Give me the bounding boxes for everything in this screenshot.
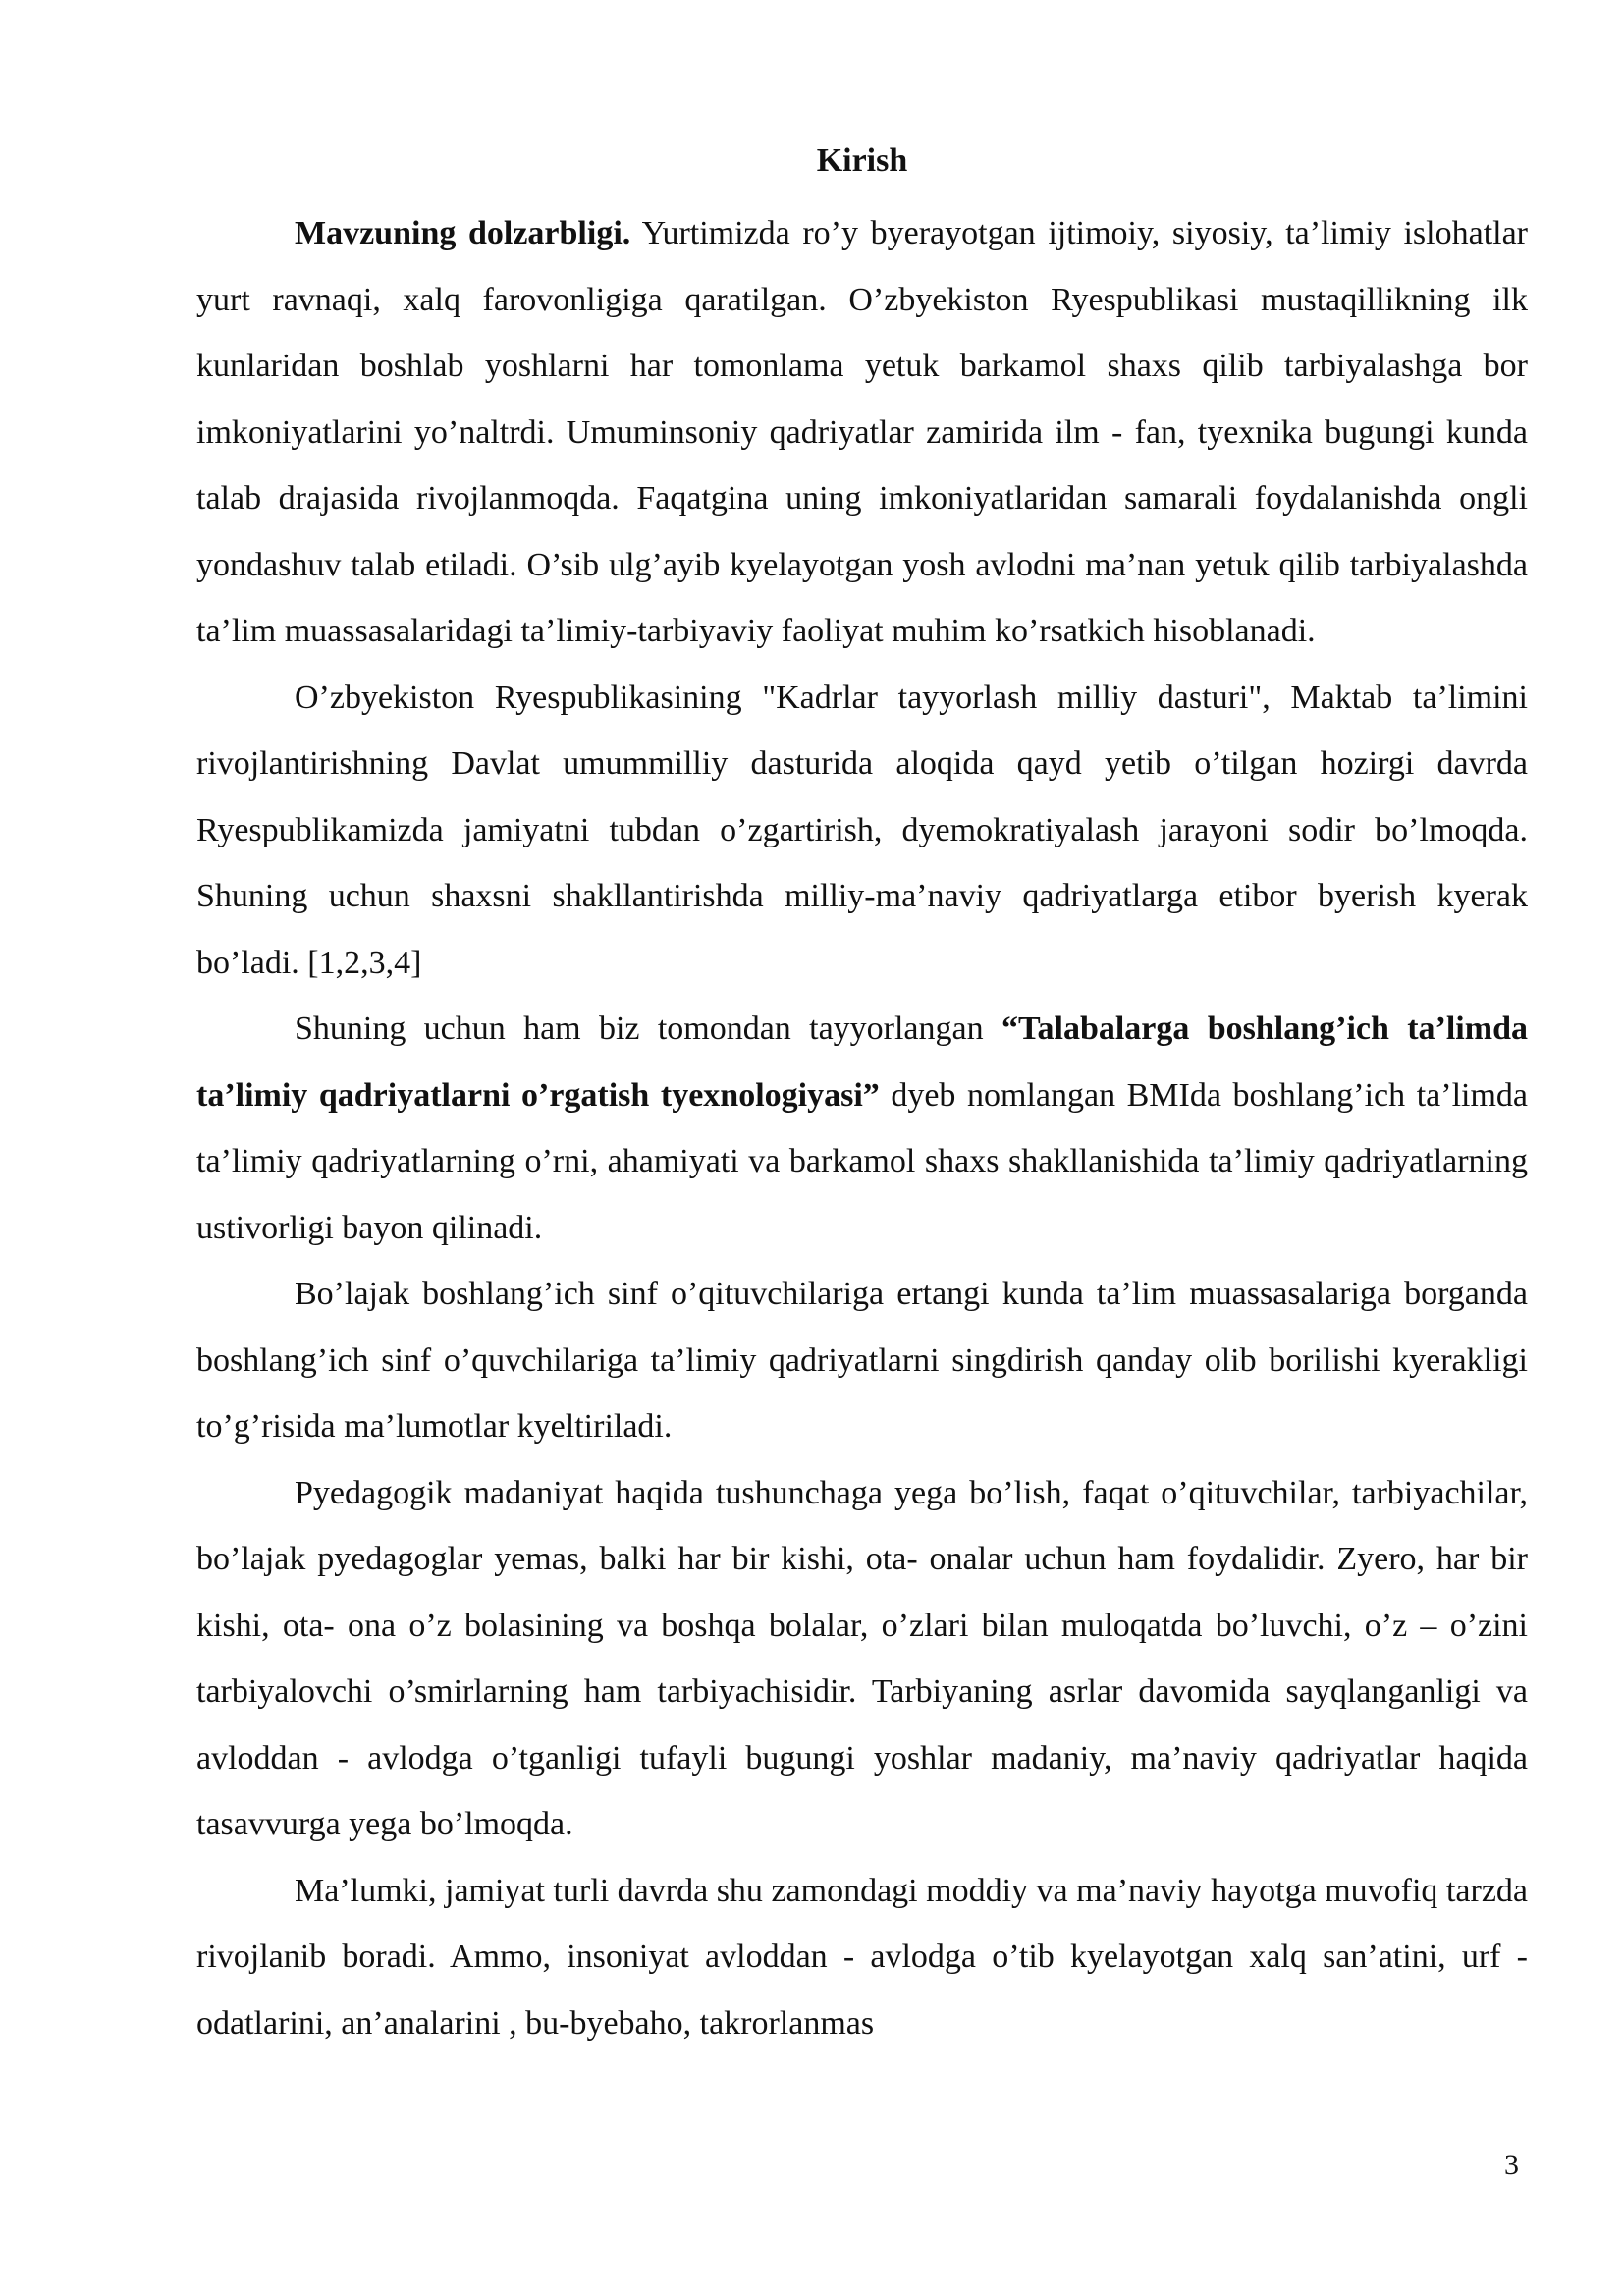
paragraph-text: O’zbyekiston Ryespublikasining "Kadrlar tayyorlash milliy dasturi", Maktab ta’limini rivojlantirishning Davlat umummilliy dasturida aloqida qayd yetib o’tilgan hozirgi davrda Ryespublikamizda jamiyatni tubdan o’zgartirish, dyemokratiyalash jarayoni sodir bo’lmoqda. Shuning uchun shaxsni shakllantirishda milliy-ma’naviy qadriyatlarga etibor byerish kyerak bo’ladi. [1,2,3,4] <box>196 679 1528 981</box>
paragraph-text: Yurtimizda ro’y byerayotgan ijtimoiy, siyosiy, ta’limiy islohatlar yurt ravnaqi, xalq farovonligiga qaratilgan. O’zbyekiston Ryespublikasi mustaqillikning ilk kunlaridan boshlab yoshlarni har tomonlama yetuk barkamol shaxs qilib tarbiyalashga bor imkoniyatlarini yo’naltrdi. Umuminsoniy qadriyatlar zamirida ilm - fan, tyexnika bugungi kunda talab drajasida rivojlanmoqda. Faqatgina uning imkoniyatlaridan samarali foydalanishda ongli yondashuv talab etiladi. O’sib ulg’ayib kyelayotgan yosh avlodni ma’nan yetuk qilib tarbiyalashda ta’lim muassasalaridagi ta’limiy-tarbiyaviy faoliyat muhim ko’rsatkich hisoblanadi. <box>196 215 1529 649</box>
page-title: Kirish <box>816 142 908 179</box>
paragraph-society <box>196 1858 1528 2057</box>
paragraph-text: Pyedagogik madaniyat haqida tushunchaga yega bo’lish, faqat o’qituvchilar, tarbiyachilar, bo’lajak pyedagoglar yemas, balki har bir kishi, ota- onalar uchun ham foydalidir. Zyero, har bir kishi, ota- ona o’z bolasining va boshqa bolalar, o’zlari bilan muloqatda bo’luvchi, o’z – o’zini tarbiyalovchi o’smirlarning ham tarbiyachisidir. Tarbiyaning asrlar davomida sayqlanganligi va avloddan - avlodga o’tganligi tufayli bugungi yoshlar madaniy, ma’naviy qadriyatlar haqida tasavvurga yega bo’lmoqda. <box>196 1474 1528 1842</box>
paragraph-course-title <box>196 996 1528 1261</box>
paragraph-text: dyeb nomlangan BMIda boshlang’ich ta’limda ta’limiy qadriyatlarning o’rni, ahamiyati va barkamol shaxs shakllanishida ta’limiy qadriyatlarning ustivorligi bayon qilinadi. <box>196 1076 1528 1246</box>
page-number: 3 <box>1504 2149 1519 2181</box>
paragraph-future-teachers <box>196 1261 1528 1460</box>
relevance-heading: Mavzuning dolzarbligi. <box>295 215 631 251</box>
paragraph-text: Bo’lajak boshlang’ich sinf o’qituvchilariga ertangi kunda ta’lim muassasalariga borganda boshlang’ich sinf o’quvchilariga ta’limiy qadriyatlarni singdirish qanday olib borilishi kyerakligi to’g’risida ma’lumotlar kyeltiriladi. <box>196 1276 1528 1445</box>
paragraph-text: Shuning uchun ham biz tomondan tayyorlangan <box>295 1011 1001 1047</box>
paragraph-text: Ma’lumki, jamiyat turli davrda shu zamondagi moddiy va ma’naviy hayotga muvofiq tarzda rivojlanib boradi. Ammo, insoniyat avloddan - avlodga o’tib kyelayotgan xalq san’atini, urf - odatlarini, an’analarini , bu-byebaho, takrorlanmas <box>196 1872 1528 2042</box>
document-page <box>196 136 1528 2056</box>
course-title: “Talabalarga boshlang’ich ta’limda ta’limiy qadriyatlarni o’rgatish tyexnologiyasi” <box>196 1011 1528 1114</box>
paragraph-pedagogical-culture <box>196 1460 1528 1858</box>
paragraph-relevance <box>196 200 1528 665</box>
paragraph-national-program <box>196 665 1528 997</box>
